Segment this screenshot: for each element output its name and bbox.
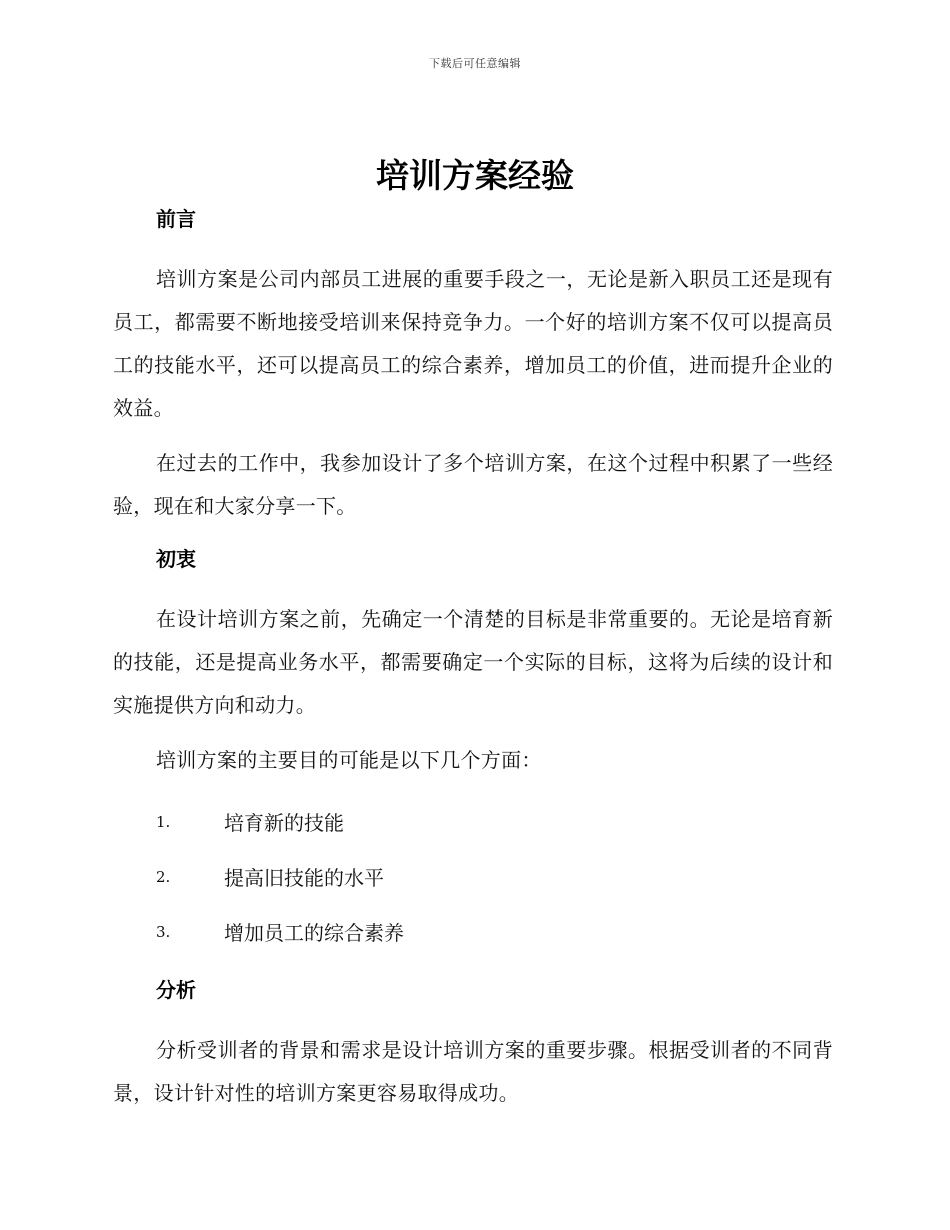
section-heading-preface: 前言 [156, 207, 196, 231]
paragraph: 培训方案是公司内部员工进展的重要手段之一，无论是新入职员工还是现有员工，都需要不断地接受培训来保持竞争力。一个好的培训方案不仅可以提高员工的技能水平，还可以提高员工的综合素养，增加员工的价值，进而提升企业的效益。 [113, 267, 833, 420]
list-item-text: 提高旧技能的水平 [224, 866, 384, 890]
paragraph: 培训方案的主要目的可能是以下几个方面： [156, 748, 542, 772]
list-item-number: 1. [156, 812, 171, 831]
list-item-text: 培育新的技能 [224, 811, 344, 835]
list-item-text: 增加员工的综合素养 [224, 921, 404, 945]
list-item [113, 794, 833, 849]
list-item [113, 904, 833, 959]
header-note: 下载后可任意编辑 [429, 57, 521, 70]
document-body [113, 202, 833, 1127]
paragraph: 在设计培训方案之前，先确定一个清楚的目标是非常重要的。无论是培育新的技能，还是提高业务水平，都需要确定一个实际的目标，这将为后续的设计和实施提供方向和动力。 [113, 607, 833, 717]
document-title: 培训方案经验 [376, 156, 574, 195]
list-item [113, 849, 833, 904]
section-heading-origin: 初衷 [156, 547, 196, 571]
list-item-number: 2. [156, 867, 171, 886]
goals-list [113, 794, 833, 959]
paragraph: 分析受训者的背景和需求是设计培训方案的重要步骤。根据受训者的不同背景，设计针对性的培训方案更容易取得成功。 [113, 1038, 833, 1105]
section-heading-analysis: 分析 [156, 978, 196, 1002]
list-item-number: 3. [156, 922, 171, 941]
paragraph: 在过去的工作中，我参加设计了多个培训方案，在这个过程中积累了一些经验，现在和大家分享一下。 [113, 451, 833, 518]
